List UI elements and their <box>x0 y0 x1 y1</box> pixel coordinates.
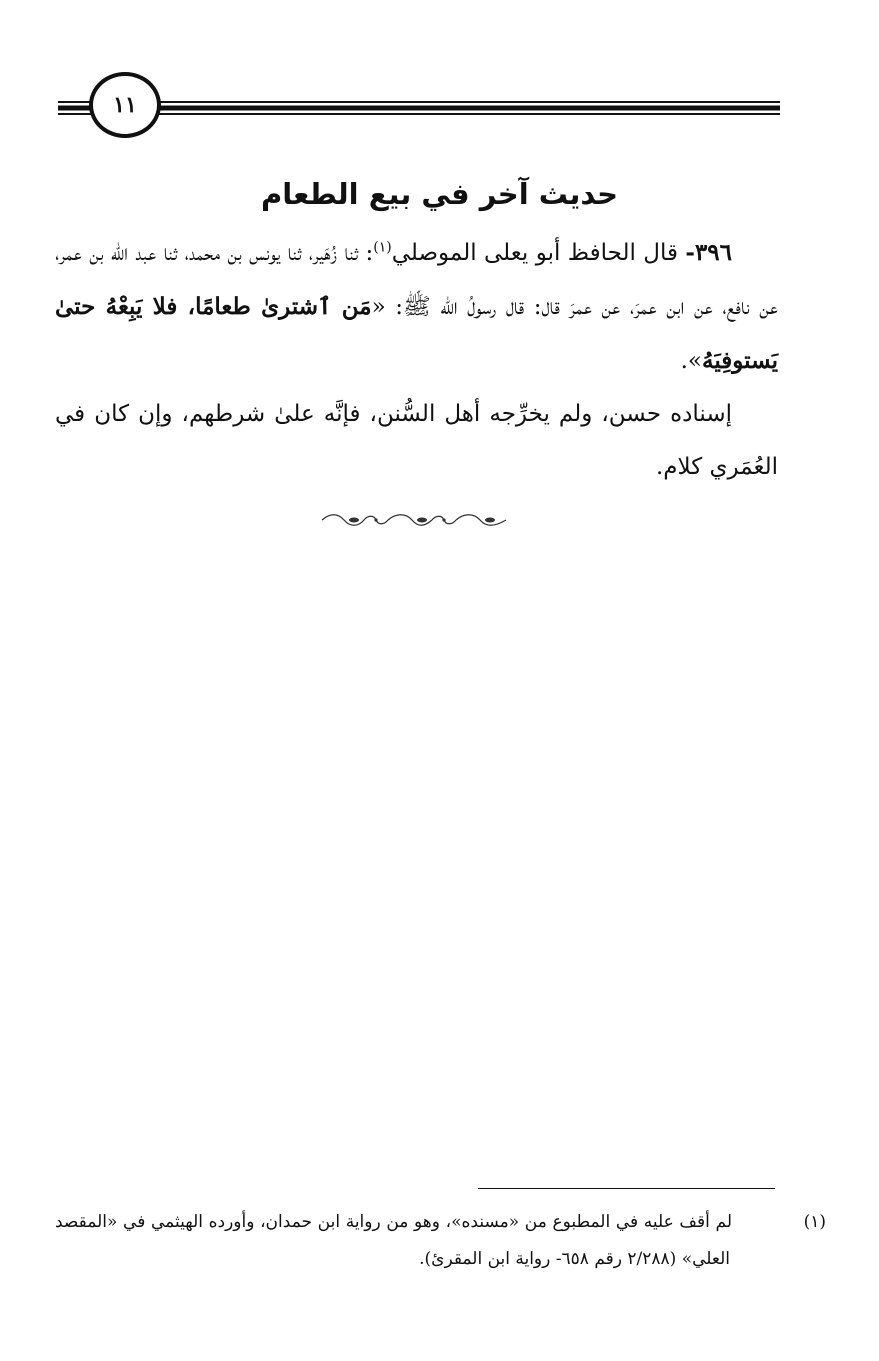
main-text <box>55 226 778 494</box>
commentary-paragraph: إسناده حسن، ولم يخرِّجه أهل السُّنن، فإنَّه علىٰ شرطهم، وإن كان في العُمَري كلام. <box>55 401 778 480</box>
section-divider-ornament <box>318 509 512 531</box>
header-rule <box>58 86 780 126</box>
footnote-reference[interactable]: (١) <box>373 239 392 256</box>
hadith-paragraph <box>55 226 778 388</box>
page-number-badge <box>89 72 161 138</box>
footnote-item <box>55 1204 826 1278</box>
hadith-number: ٣٩٦- <box>685 239 733 266</box>
narration-chain: : ثنا زُهَير، ثنا يونس بن محمد، ثنا عبد الله بن عمر، عن نافع، عن ابن عمرَ، عن عمرَ قال: قال رسولُ الله ﷺ: « <box>55 240 778 320</box>
section-title: حديث آخر في بيع الطعام <box>261 177 618 211</box>
footnote-text: لم أقف عليه في المطبوع من «مسنده»، وهو من رواية ابن حمدان، وأورده الهيثمي في «المقصد العلي» (٢/٢٨٨ رقم ٦٥٨- رواية ابن المقرئ). <box>55 1212 732 1269</box>
hadith-text: مَن ٱشترىٰ طعامًا، فلا يَبِعْهُ حتىٰ يَستوفِيَهُ <box>55 293 778 374</box>
page-number: ١١ <box>113 92 137 118</box>
hadith-close: ». <box>680 348 702 374</box>
footnote-separator <box>478 1188 775 1189</box>
narration-intro: قال الحافظ أبو يعلى الموصلي <box>391 240 678 266</box>
footnote <box>55 1204 826 1278</box>
footnote-marker: (١) <box>803 1212 826 1232</box>
